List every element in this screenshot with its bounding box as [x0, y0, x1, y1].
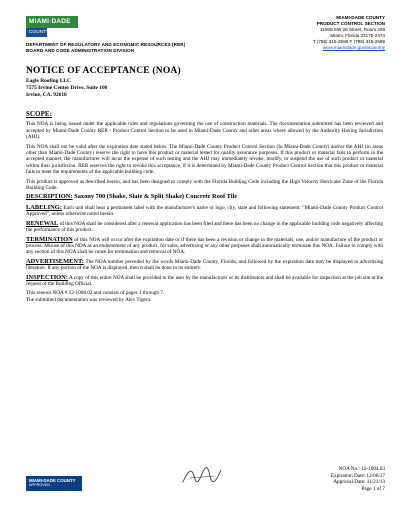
scope-paragraph-1: This NOA is being issued under the applicable rules and regulations governing the use of construction materials. The documentation submitted has been reviewed and accepted by Miami-Dade County RER - Product Control Section to be used in Miami-Dade County and other areas where allowed by the Authority Having Jurisdiction (AHJ).: [26, 121, 383, 141]
termination-paragraph: [26, 237, 383, 256]
advertisement-label: ADVERTISEMENT:: [26, 257, 84, 265]
contact-line-street: 11805 SW 26 Street, Room 208: [320, 27, 385, 32]
inspection-label: INSPECTION:: [26, 273, 68, 281]
logo-subtitle: COUNTY: [26, 28, 47, 37]
noa-number: NOA No.: 12-1004.03: [338, 466, 385, 472]
description-label: DESCRIPTION:: [26, 193, 73, 201]
page-title: NOTICE OF ACCEPTANCE (NOA): [26, 66, 181, 76]
approved-logo-line-1: MIAMI-DADE COUNTY: [29, 478, 76, 483]
approval-date: Approval Date: 11/21/13: [333, 479, 385, 486]
website-link[interactable]: www.miamidade.gov/economy: [322, 45, 385, 50]
contact-line-county: MIAMI-DADE COUNTY: [336, 15, 385, 20]
labeling-paragraph: [26, 205, 383, 218]
company-address: [26, 78, 107, 99]
company-city: Irvine, CA. 92618: [26, 92, 67, 98]
approved-logo: [26, 476, 82, 491]
document-body: [26, 112, 383, 303]
miami-dade-logo: [26, 16, 78, 38]
scope-heading: SCOPE:: [26, 111, 53, 118]
scope-paragraph-2: This NOA shall not be valid after the expiration date stated below. The Miami-Dade County Product Control Section (In Miami-Dade County) and/or the AHJ (in areas other than Miami-Dade County) reserve the right to have this product or material tested for quality assurance purposes. If this product or material fails to perform in the accepted manner, the manufacturer will incur the expense of such testing and the AHJ may immediately revoke, modify, or suspend the use of such product or material within their jurisdiction. RER reserves the right to revoke this acceptance, if it is determined by Miami-Dade County Product Control Section that this product or material fails to meet the requirements of the applicable building code.: [26, 143, 383, 176]
expiration-date: Expiration Date: 12/06/17: [330, 472, 385, 479]
contact-line-section: PRODUCT CONTROL SECTION: [316, 21, 385, 26]
description-row: [26, 194, 383, 200]
inspection-text: A copy of this entire NOA shall be provided to the user by the manufacturer or its distributors and shall be available for inspection at the job site at the request of the Building Official.: [26, 274, 383, 287]
advertisement-text: The NOA number preceded by the words Miami-Dade County, Florida, and followed by the expiration date may be displayed in advertising literature. If any portion of the NOA is displayed, then it shall be done in its entirety.: [26, 258, 384, 272]
division-name: BOARD AND CODE ADMINISTRATION DIVISION: [26, 48, 135, 53]
noa-info-block: [275, 466, 385, 492]
closing-line-1: This renews NOA # 12-1008.02 and consists of pages 1 through 7.: [26, 290, 165, 297]
renewal-label: RENEWAL: [26, 219, 59, 227]
company-name: Eagle Roofing LLC: [26, 78, 71, 84]
labeling-text: Each unit shall bear a permanent label with the manufacturer's name or logo, city, state and following statement: "Miami-Dade County Product Control Approved", unless otherwise noted herein.: [26, 204, 383, 218]
renewal-paragraph: [26, 221, 383, 234]
contact-line-phone: T (786) 315-2590 F (786) 315-2599: [312, 39, 385, 44]
termination-text: of this NOA will occur after the expiration date or if there has been a revision or change in the materials, use, and/or manufacture of the product or process. Misuse of this NOA as an endorsement of any product, for sales, advertising or any other purposes shall automatically terminate this NOA. Failure to comply with any section of this NOA shall be cause for termination and removal of NOA.: [26, 236, 384, 256]
description-text: Saxony 700 (Shake, Slate & Split Shake) Concrete Roof Tile: [74, 193, 238, 201]
contact-block: [281, 15, 385, 51]
company-street: 7575 Irvine Center Drive, Suite 100: [26, 85, 108, 91]
department-heading: [26, 42, 246, 54]
approved-logo-line-2: APPROVED: [29, 483, 51, 487]
advertisement-paragraph: [26, 259, 383, 272]
contact-line-city: Miami, Florida 33175-2474: [330, 33, 385, 38]
inspection-paragraph: [26, 275, 383, 288]
closing-line-2: The submitted documentation was reviewed by Alex Tigera.: [26, 296, 152, 303]
labeling-label: LABELING:: [26, 203, 62, 211]
termination-label: TERMINATION: [26, 235, 73, 243]
department-name: DEPARTMENT OF REGULATORY AND ECONOMIC RESOURCES (RER): [26, 42, 186, 47]
page-number: Page 1 of 7: [361, 485, 385, 492]
signature-icon: [180, 464, 224, 488]
scope-paragraph-3: This product is approved as described herein, and has been designed to comply with the Florida Building Code including the High Velocity Hurricane Zone of the Florida Building Code.: [26, 178, 383, 192]
renewal-text: of this NOA shall be considered after a renewal application has been filed and there has been no change in the applicable building code negatively affecting the performance of this product.: [26, 220, 383, 234]
logo-title: MIAMI·DADE: [26, 16, 78, 28]
